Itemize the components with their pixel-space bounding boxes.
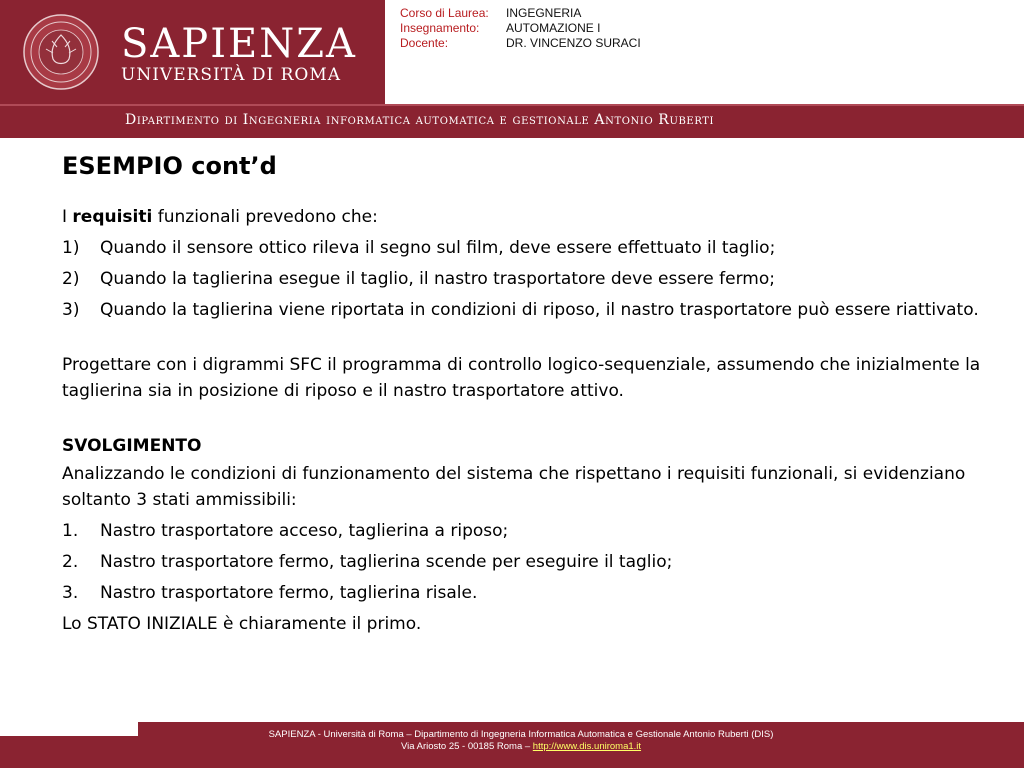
- requirement-item: [62, 266, 982, 292]
- requirement-number: 1): [62, 238, 80, 258]
- task-paragraph: Progettare con i digrammi SFC il programma di controllo logico-sequenziale, assumendo che inizialmente la taglierina sia in posizione di riposo e il nastro trasportatore attivo.: [62, 355, 981, 401]
- state-item: [62, 549, 982, 575]
- requirement-text: Quando il sensore ottico rileva il segno sul film, deve essere effettuato il taglio;: [100, 238, 776, 258]
- course-value: AUTOMAZIONE I: [506, 21, 601, 35]
- state-text: Nastro trasportatore fermo, taglierina risale.: [100, 583, 478, 603]
- department-name: Dipartimento di Ingegneria informatica automatica e gestionale Antonio Ruberti: [125, 112, 715, 128]
- state-text: Nastro trasportatore acceso, taglierina a riposo;: [100, 521, 509, 541]
- slide-title: ESEMPIO cont’d: [62, 152, 277, 180]
- solution-heading: SVOLGIMENTO: [62, 436, 202, 456]
- course-row: [400, 6, 641, 21]
- state-number: 2.: [62, 552, 79, 572]
- intro-prefix: I: [62, 207, 73, 227]
- footer-line-2: [0, 741, 1024, 753]
- course-key: Docente:: [400, 36, 449, 50]
- brand-subtitle: UNIVERSITÀ DI ROMA: [121, 65, 342, 85]
- header-logo-band: [0, 0, 385, 104]
- requirement-item: [62, 297, 982, 323]
- footer-link[interactable]: http://www.dis.uniroma1.it: [532, 741, 642, 752]
- conclusion: Lo STATO INIZIALE è chiaramente il primo.: [62, 614, 422, 634]
- footer-address: Via Ariosto 25 - 00185 Roma –: [400, 741, 533, 752]
- course-key: Insegnamento:: [400, 21, 480, 35]
- course-row: [400, 21, 641, 36]
- state-text: Nastro trasportatore fermo, taglierina scende per eseguire il taglio;: [100, 552, 673, 572]
- requirement-text: Quando la taglierina esegue il taglio, il nastro trasportatore deve essere fermo;: [100, 269, 775, 289]
- course-row: [400, 36, 641, 51]
- brand-block: [121, 22, 357, 85]
- footer-line-1: SAPIENZA - Università di Roma – Dipartimento di Ingegneria Informatica Automatica e Gestionale Antonio Ruberti (DIS): [268, 729, 774, 740]
- department-band: [0, 104, 1024, 138]
- requirement-number: 2): [62, 269, 80, 289]
- intro-suffix: funzionali prevedono che:: [152, 207, 378, 227]
- brand-name: SAPIENZA: [121, 21, 357, 67]
- course-key: Corso di Laurea:: [400, 6, 489, 20]
- footer-text: [0, 729, 1024, 753]
- solution-paragraph: Analizzando le condizioni di funzionamento del sistema che rispettano i requisiti funzionali, si evidenziano soltanto 3 stati ammissibili:: [62, 464, 966, 510]
- state-number: 1.: [62, 521, 79, 541]
- course-value: INGEGNERIA: [506, 6, 582, 20]
- requirements-intro: [62, 204, 982, 230]
- requirement-item: [62, 235, 982, 261]
- state-item: [62, 580, 982, 606]
- intro-bold-word: requisiti: [72, 207, 153, 227]
- state-item: [62, 518, 982, 544]
- requirement-text: Quando la taglierina viene riportata in condizioni di riposo, il nastro trasportatore può essere riattivato.: [100, 300, 979, 320]
- university-seal-icon: [22, 13, 100, 91]
- course-value: DR. VINCENZO SURACI: [506, 36, 641, 50]
- slide-content: [62, 150, 982, 642]
- state-number: 3.: [62, 583, 79, 603]
- course-info: [400, 6, 641, 51]
- requirement-number: 3): [62, 300, 80, 320]
